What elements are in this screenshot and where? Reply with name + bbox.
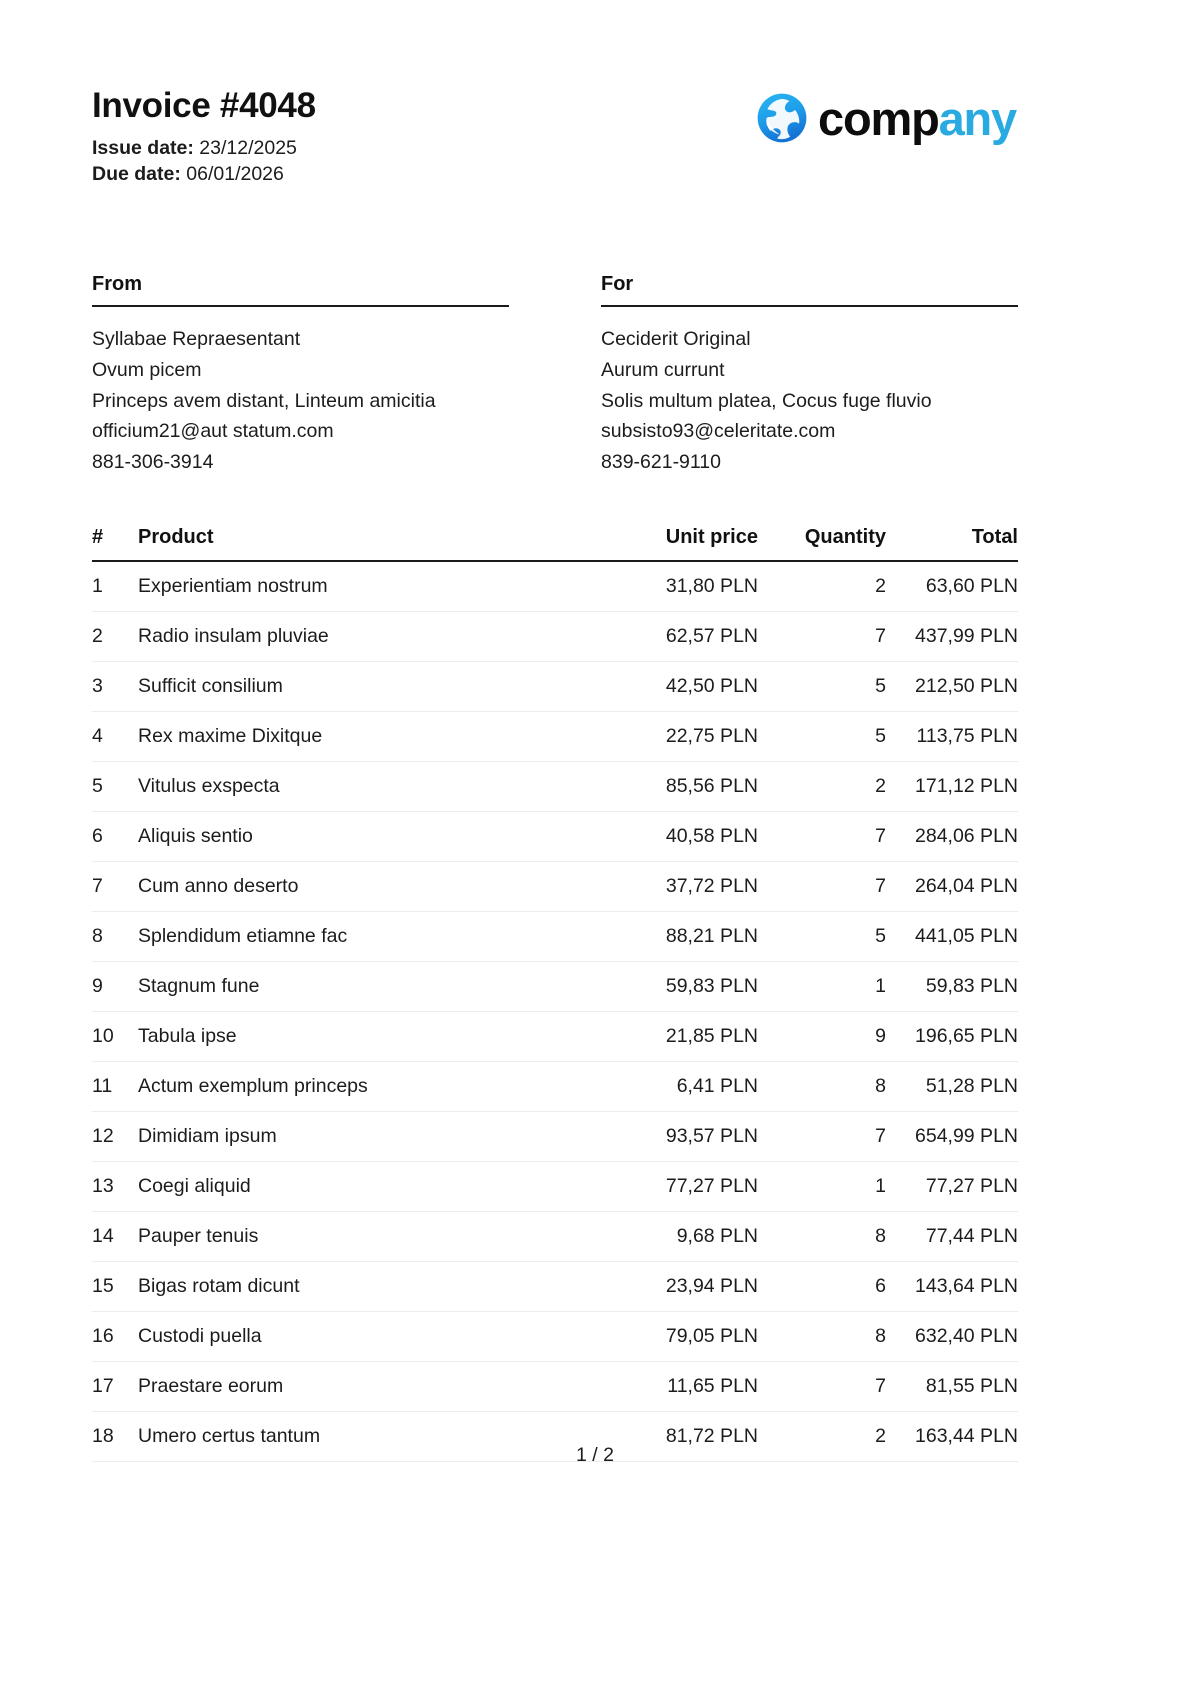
cell-unit-price: 23,94 PLN [568,1262,758,1312]
table-row [92,1212,1018,1262]
cell-unit-price: 88,21 PLN [568,912,758,962]
cell-product: Tabula ipse [138,1012,568,1062]
cell-unit-price: 77,27 PLN [568,1162,758,1212]
table-row [92,912,1018,962]
cell-unit-price: 31,80 PLN [568,561,758,612]
cell-index: 2 [92,612,138,662]
cell-quantity: 8 [758,1312,886,1362]
cell-total: 212,50 PLN [886,662,1018,712]
parties-section [92,273,1018,477]
cell-total: 284,06 PLN [886,812,1018,862]
from-heading: From [92,273,509,307]
cell-product: Coegi aliquid [138,1162,568,1212]
table-row [92,1312,1018,1362]
logo-text-accent: any [938,91,1016,145]
cell-index: 18 [92,1412,138,1462]
cell-total: 632,40 PLN [886,1312,1018,1362]
cell-unit-price: 40,58 PLN [568,812,758,862]
cell-total: 59,83 PLN [886,962,1018,1012]
issue-date-value: 23/12/2025 [199,136,297,159]
for-heading: For [601,273,1018,307]
cell-total: 654,99 PLN [886,1112,1018,1162]
column-header-index: # [92,526,138,561]
cell-product: Pauper tenuis [138,1212,568,1262]
cell-total: 196,65 PLN [886,1012,1018,1062]
column-header-quantity: Quantity [758,526,886,561]
cell-index: 14 [92,1212,138,1262]
cell-index: 5 [92,762,138,812]
invoice-header-left [92,88,316,187]
table-row [92,962,1018,1012]
for-line: Aurum currunt [601,358,725,381]
invoice-content [92,0,1018,1462]
cell-quantity: 5 [758,712,886,762]
from-line: Princeps avem distant, Linteum amicitia [92,389,436,412]
column-header-product: Product [138,526,568,561]
due-date-value: 06/01/2026 [186,163,284,186]
table-row [92,762,1018,812]
table-row [92,812,1018,862]
cell-quantity: 1 [758,962,886,1012]
cell-quantity: 2 [758,561,886,612]
issue-date-label: Issue date: [92,136,194,159]
cell-quantity: 7 [758,1362,886,1412]
from-phone: 881-306-3914 [92,450,214,473]
cell-product: Umero certus tantum [138,1412,568,1462]
cell-product: Sufficit consilium [138,662,568,712]
cell-quantity: 7 [758,812,886,862]
cell-unit-price: 9,68 PLN [568,1212,758,1262]
cell-total: 81,55 PLN [886,1362,1018,1412]
cell-unit-price: 22,75 PLN [568,712,758,762]
from-email: officium21@aut statum.com [92,420,334,443]
cell-index: 1 [92,561,138,612]
party-for [601,273,1018,477]
cell-total: 163,44 PLN [886,1412,1018,1462]
cell-total: 113,75 PLN [886,712,1018,762]
logo-text-dark: comp [818,91,939,145]
cell-index: 12 [92,1112,138,1162]
cell-index: 9 [92,962,138,1012]
for-phone: 839-621-9110 [601,450,721,473]
cell-index: 16 [92,1312,138,1362]
table-header-row [92,526,1018,561]
company-logo [756,92,1016,144]
cell-quantity: 8 [758,1062,886,1112]
for-line: Solis multum platea, Cocus fuge fluvio [601,389,932,412]
cell-unit-price: 59,83 PLN [568,962,758,1012]
from-line: Syllabae Repraesentant [92,328,301,351]
cell-unit-price: 42,50 PLN [568,662,758,712]
cell-quantity: 6 [758,1262,886,1312]
from-details [92,324,509,477]
column-header-unit-price: Unit price [568,526,758,561]
table-row [92,612,1018,662]
cell-product: Cum anno deserto [138,862,568,912]
cell-total: 77,27 PLN [886,1162,1018,1212]
table-row [92,561,1018,612]
cell-product: Actum exemplum princeps [138,1062,568,1112]
cell-product: Dimidiam ipsum [138,1112,568,1162]
cell-unit-price: 37,72 PLN [568,862,758,912]
cell-product: Splendidum etiamne fac [138,912,568,962]
cell-quantity: 7 [758,862,886,912]
table-row [92,712,1018,762]
from-line: Ovum picem [92,358,202,381]
cell-index: 4 [92,712,138,762]
cell-unit-price: 11,65 PLN [568,1362,758,1412]
cell-quantity: 9 [758,1012,886,1062]
cell-product: Experientiam nostrum [138,561,568,612]
cell-unit-price: 6,41 PLN [568,1062,758,1112]
cell-quantity: 7 [758,1112,886,1162]
cell-quantity: 2 [758,1412,886,1462]
cell-total: 63,60 PLN [886,561,1018,612]
cell-index: 15 [92,1262,138,1312]
cell-unit-price: 93,57 PLN [568,1112,758,1162]
cell-product: Stagnum fune [138,962,568,1012]
cell-product: Rex maxime Dixitque [138,712,568,762]
table-row [92,1012,1018,1062]
table-row [92,1062,1018,1112]
table-row [92,1162,1018,1212]
cell-index: 7 [92,862,138,912]
cell-quantity: 5 [758,912,886,962]
page-footer [0,1444,1190,1467]
cell-total: 51,28 PLN [886,1062,1018,1112]
cell-quantity: 2 [758,762,886,812]
table-row [92,662,1018,712]
line-items-table [92,526,1018,1462]
cell-quantity: 7 [758,612,886,662]
due-date-row [92,161,316,187]
table-row [92,1262,1018,1312]
cell-product: Custodi puella [138,1312,568,1362]
page-indicator: 1 / 2 [576,1444,614,1466]
cell-index: 10 [92,1012,138,1062]
logo-wordmark [818,91,1016,145]
cell-total: 171,12 PLN [886,762,1018,812]
cell-unit-price: 21,85 PLN [568,1012,758,1062]
cell-index: 6 [92,812,138,862]
globe-icon [756,92,808,144]
cell-index: 8 [92,912,138,962]
cell-index: 3 [92,662,138,712]
cell-unit-price: 81,72 PLN [568,1412,758,1462]
cell-index: 17 [92,1362,138,1412]
cell-quantity: 8 [758,1212,886,1262]
cell-unit-price: 85,56 PLN [568,762,758,812]
issue-date-row [92,135,316,161]
for-email: subsisto93@celeritate.com [601,420,836,443]
cell-quantity: 5 [758,662,886,712]
table-header [92,526,1018,561]
for-details [601,324,1018,477]
cell-total: 441,05 PLN [886,912,1018,962]
cell-total: 264,04 PLN [886,862,1018,912]
party-from [92,273,509,477]
cell-product: Aliquis sentio [138,812,568,862]
cell-total: 143,64 PLN [886,1262,1018,1312]
for-line: Ceciderit Original [601,328,751,351]
cell-total: 77,44 PLN [886,1212,1018,1262]
cell-total: 437,99 PLN [886,612,1018,662]
cell-product: Radio insulam pluviae [138,612,568,662]
due-date-label: Due date: [92,163,181,186]
cell-product: Bigas rotam dicunt [138,1262,568,1312]
cell-index: 13 [92,1162,138,1212]
cell-index: 11 [92,1062,138,1112]
invoice-header [92,0,1018,187]
table-row [92,1112,1018,1162]
cell-quantity: 1 [758,1162,886,1212]
cell-product: Praestare eorum [138,1362,568,1412]
cell-unit-price: 62,57 PLN [568,612,758,662]
page-title: Invoice #4048 [92,86,316,125]
table-body [92,561,1018,1462]
table-row [92,862,1018,912]
column-header-total: Total [886,526,1018,561]
table-row [92,1362,1018,1412]
cell-unit-price: 79,05 PLN [568,1312,758,1362]
cell-product: Vitulus exspecta [138,762,568,812]
